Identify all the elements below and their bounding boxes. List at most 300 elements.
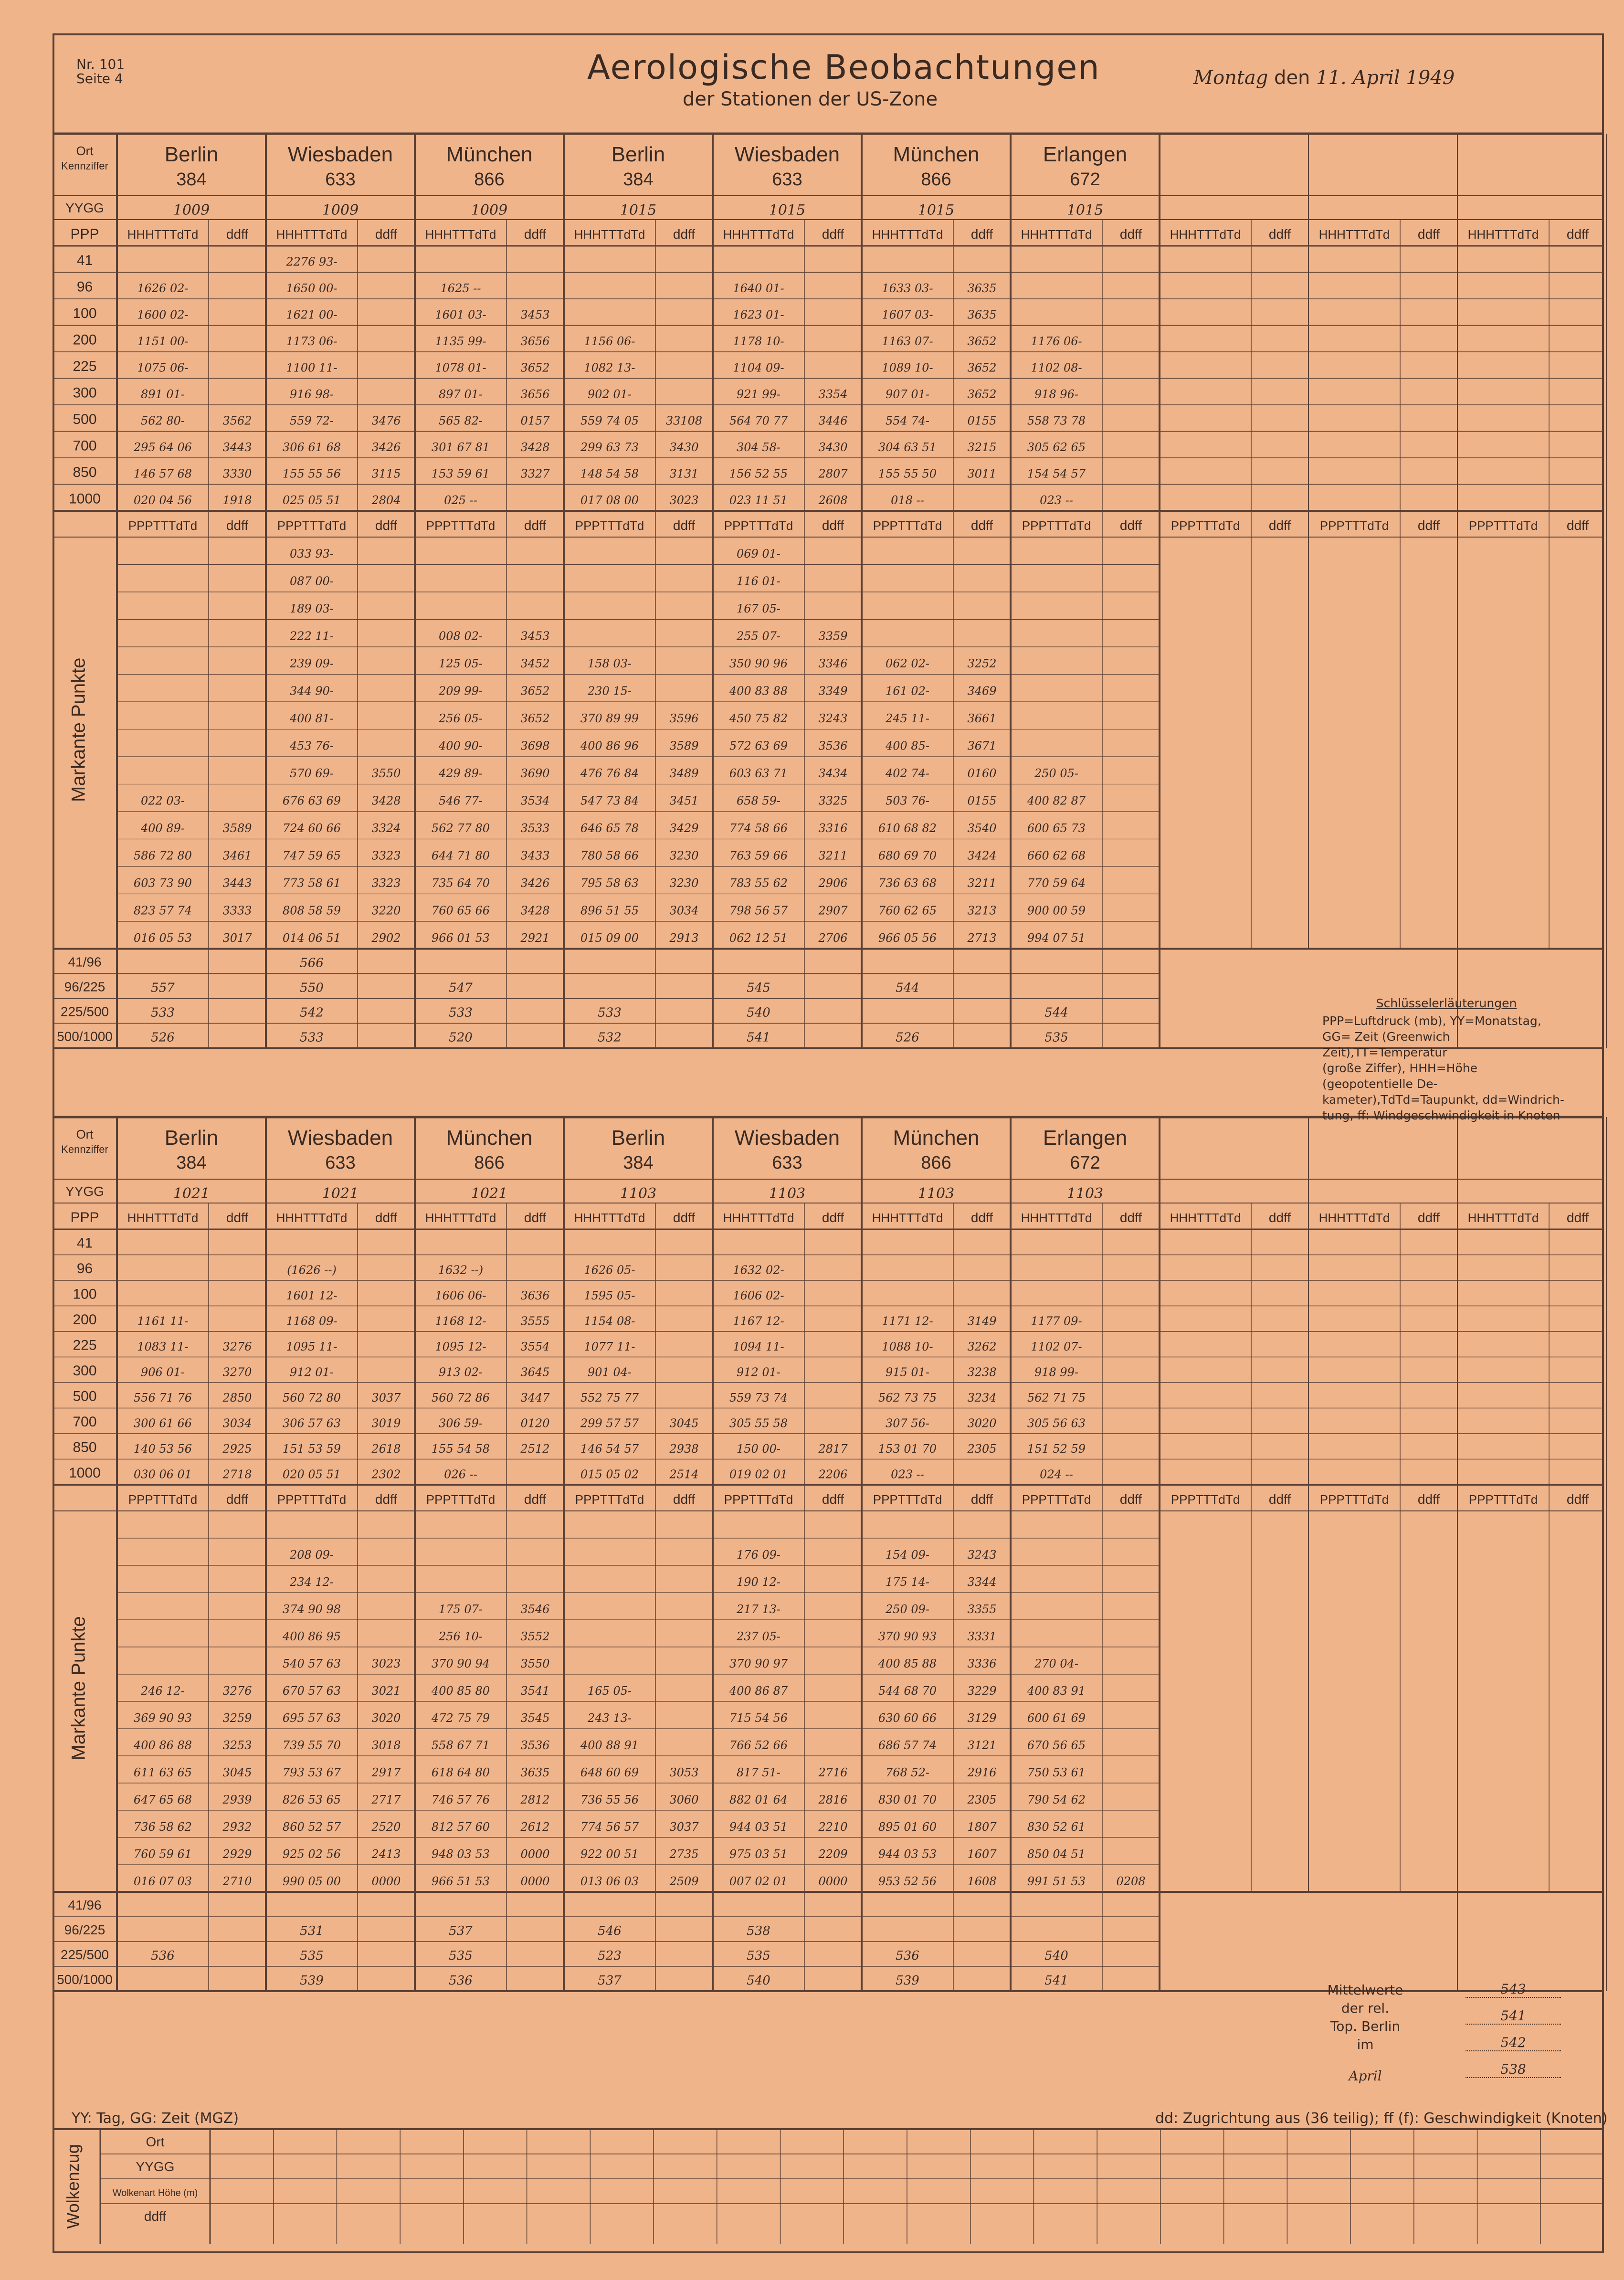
station-yygg: 1015 bbox=[620, 202, 657, 219]
level-value: 018 -- bbox=[891, 494, 924, 507]
markant-value: 270 04- bbox=[1034, 1657, 1079, 1670]
markant-value: 783 55 62 bbox=[729, 876, 788, 890]
markant-value: 476 76 84 bbox=[580, 767, 639, 781]
markant-value: 0000 bbox=[520, 1874, 550, 1888]
level-value: 146 57 68 bbox=[133, 467, 192, 481]
col-header-ddff: ddff bbox=[226, 1210, 249, 1225]
col-header-hhh: HHHTTTdTd bbox=[127, 227, 199, 242]
reltop-value: 544 bbox=[896, 981, 919, 995]
wolkenzug-row-label: Ort bbox=[146, 2134, 165, 2149]
col-header-ddff: ddff bbox=[1119, 518, 1142, 533]
level-value: 559 72- bbox=[289, 414, 334, 428]
level-label: 225 bbox=[73, 1337, 97, 1353]
markant-value: 3045 bbox=[222, 1765, 252, 1779]
col-header-ddff: ddff bbox=[524, 518, 547, 533]
markant-value: 3635 bbox=[520, 1765, 550, 1779]
level-value: 907 01- bbox=[885, 388, 930, 401]
level-value: 3034 bbox=[222, 1416, 252, 1430]
col-header-ddff: ddff bbox=[1417, 1492, 1440, 1507]
markant-value: 780 58 66 bbox=[580, 849, 639, 863]
level-value: 146 54 57 bbox=[580, 1442, 639, 1456]
markant-value: 190 12- bbox=[736, 1575, 781, 1589]
markant-value: 175 14- bbox=[885, 1575, 930, 1589]
level-value: 3430 bbox=[818, 441, 848, 454]
level-value: 3020 bbox=[967, 1416, 997, 1430]
markant-value: 2929 bbox=[222, 1847, 252, 1861]
markant-value: 3552 bbox=[520, 1629, 550, 1643]
col-header-ppp: PPPTTTdTd bbox=[873, 1492, 942, 1507]
reltop-value: 537 bbox=[598, 1974, 622, 1988]
markant-value: 208 09- bbox=[289, 1548, 334, 1562]
markant-value: 429 89- bbox=[438, 767, 483, 781]
reltop-value: 546 bbox=[598, 1924, 622, 1938]
col-header-ddff: ddff bbox=[524, 1210, 547, 1225]
level-label: 1000 bbox=[69, 1465, 101, 1481]
level-value: 1104 09- bbox=[733, 361, 784, 375]
level-value: 3262 bbox=[967, 1340, 997, 1354]
col-header-ppp: PPPTTTdTd bbox=[873, 518, 942, 533]
markant-value: 209 99- bbox=[438, 684, 483, 698]
col-header-hhh: HHHTTTdTd bbox=[425, 227, 496, 242]
markant-value: 370 90 93 bbox=[878, 1629, 937, 1643]
markant-value: 900 00 59 bbox=[1027, 904, 1086, 918]
markant-value: 3243 bbox=[967, 1548, 997, 1562]
level-value: 020 05 51 bbox=[282, 1467, 341, 1481]
col-header-hhh: HHHTTTdTd bbox=[1021, 227, 1092, 242]
markant-value: 374 90 98 bbox=[282, 1602, 341, 1616]
reltop-value: 526 bbox=[896, 1030, 919, 1045]
level-label: 1000 bbox=[69, 491, 101, 507]
markant-value: 1607 bbox=[967, 1847, 997, 1861]
markant-value: 3034 bbox=[669, 904, 699, 918]
level-label: 200 bbox=[73, 1312, 97, 1328]
level-value: 1168 12- bbox=[435, 1314, 486, 1328]
col-header-ppp: PPPTTTdTd bbox=[1468, 1492, 1538, 1507]
station-code: 384 bbox=[623, 169, 654, 190]
markant-value: 647 65 68 bbox=[133, 1793, 192, 1806]
station-name: Wiesbaden bbox=[734, 1126, 840, 1150]
col-header-ddff: ddff bbox=[1268, 1492, 1291, 1507]
markant-value: 830 01 70 bbox=[878, 1793, 937, 1806]
level-value: 2718 bbox=[222, 1467, 252, 1481]
level-value: 918 96- bbox=[1034, 388, 1079, 401]
level-value: 3023 bbox=[669, 494, 699, 507]
mean-value: 541 bbox=[1466, 2008, 1561, 2025]
markant-value: 3323 bbox=[371, 849, 401, 863]
col-header-hhh: HHHTTTdTd bbox=[872, 227, 943, 242]
markant-value: 3336 bbox=[967, 1657, 997, 1670]
markant-value: 2509 bbox=[669, 1874, 699, 1888]
level-value: 1095 11- bbox=[286, 1340, 337, 1354]
markant-value: 695 57 63 bbox=[282, 1711, 341, 1725]
footer-note-left: YY: Tag, GG: Zeit (MGZ) bbox=[72, 2110, 239, 2127]
col-header-ddff: ddff bbox=[1119, 227, 1142, 242]
markant-value: 154 09- bbox=[885, 1548, 930, 1562]
col-header-ppp: PPPTTTdTd bbox=[1022, 518, 1091, 533]
markant-value: 562 77 80 bbox=[431, 822, 490, 835]
level-label: 700 bbox=[73, 1414, 97, 1430]
markant-value: 013 06 03 bbox=[580, 1874, 639, 1888]
mean-values-month: April bbox=[1349, 2068, 1382, 2084]
markant-value: 2209 bbox=[818, 1847, 848, 1861]
markant-value: 3346 bbox=[818, 657, 848, 671]
markant-value: 3461 bbox=[222, 849, 252, 863]
markant-value: 2916 bbox=[967, 1765, 997, 1779]
level-value: 025 -- bbox=[444, 494, 477, 507]
label-yygg: YYGG bbox=[65, 201, 104, 215]
level-value: 3428 bbox=[520, 441, 550, 454]
reltop-value: 545 bbox=[747, 981, 770, 995]
markant-value: 3428 bbox=[520, 904, 550, 918]
station-code: 633 bbox=[772, 169, 802, 190]
markant-value: 766 52 66 bbox=[729, 1738, 788, 1752]
markant-value: 3316 bbox=[818, 822, 848, 835]
level-value: 565 82- bbox=[438, 414, 483, 428]
level-value: 151 52 59 bbox=[1027, 1442, 1086, 1456]
col-header-ppp: PPPTTTdTd bbox=[575, 518, 644, 533]
markant-value: 2907 bbox=[818, 904, 848, 918]
markant-value: 544 68 70 bbox=[878, 1684, 937, 1698]
station-yygg: 1009 bbox=[471, 202, 508, 219]
level-value: 3234 bbox=[967, 1391, 997, 1405]
markant-value: 925 02 56 bbox=[282, 1847, 341, 1861]
station-yygg: 1021 bbox=[322, 1185, 359, 1202]
reltop-value: 532 bbox=[598, 1030, 622, 1045]
station-code: 384 bbox=[176, 1153, 207, 1173]
station-yygg: 1009 bbox=[173, 202, 210, 219]
markant-value: 2921 bbox=[520, 931, 550, 945]
level-value: 1626 05- bbox=[584, 1263, 635, 1277]
markant-value: 2716 bbox=[818, 1765, 848, 1779]
markant-value: 3325 bbox=[818, 794, 848, 808]
markant-value: 3017 bbox=[222, 931, 252, 945]
reltop-label: 225/500 bbox=[60, 1004, 109, 1019]
level-value: 3656 bbox=[520, 388, 550, 401]
level-label: 100 bbox=[73, 1286, 97, 1302]
level-value: 1168 09- bbox=[286, 1314, 337, 1328]
level-value: 3354 bbox=[818, 388, 848, 401]
col-header-ddff: ddff bbox=[822, 1492, 844, 1507]
col-header-ddff: ddff bbox=[673, 518, 696, 533]
markant-value: 0000 bbox=[371, 1874, 401, 1888]
level-value: 897 01- bbox=[438, 388, 483, 401]
markant-value: 747 59 65 bbox=[282, 849, 341, 863]
markant-value: 3469 bbox=[967, 684, 997, 698]
level-value: 901 04- bbox=[587, 1365, 632, 1379]
markant-value: 790 54 62 bbox=[1027, 1793, 1086, 1806]
markant-value: 400 83 88 bbox=[729, 684, 788, 698]
markant-value: 763 59 66 bbox=[729, 849, 788, 863]
level-value: 1178 10- bbox=[733, 335, 784, 348]
col-header-ppp: PPPTTTdTd bbox=[426, 518, 496, 533]
col-header-hhh: HHHTTTdTd bbox=[1467, 1211, 1539, 1225]
level-value: 1077 11- bbox=[584, 1340, 635, 1354]
level-value: 1151 00- bbox=[137, 335, 189, 348]
markant-value: 3211 bbox=[818, 849, 848, 863]
markant-value: 250 05- bbox=[1034, 767, 1079, 781]
markant-value: 3453 bbox=[520, 629, 550, 643]
station-name: Wiesbaden bbox=[734, 143, 840, 166]
level-value: 3011 bbox=[967, 467, 997, 481]
markant-value: 3023 bbox=[371, 1657, 401, 1670]
col-header-ppp: PPPTTTdTd bbox=[1171, 1492, 1240, 1507]
markant-value: 2210 bbox=[818, 1820, 848, 1834]
col-header-hhh: HHHTTTdTd bbox=[723, 227, 794, 242]
station-code: 384 bbox=[176, 169, 207, 190]
col-header-ddff: ddff bbox=[1119, 1492, 1142, 1507]
level-value: 156 52 55 bbox=[729, 467, 788, 481]
markant-value: 966 01 53 bbox=[431, 931, 490, 945]
col-header-ddff: ddff bbox=[1268, 227, 1291, 242]
markant-value: 724 60 66 bbox=[282, 822, 341, 835]
markant-value: 3020 bbox=[371, 1711, 401, 1725]
markant-value: 630 60 66 bbox=[878, 1711, 937, 1725]
markant-value: 2717 bbox=[371, 1793, 401, 1806]
level-value: 1177 09- bbox=[1031, 1314, 1082, 1328]
level-value: 1078 01- bbox=[435, 361, 486, 375]
markant-value: 3211 bbox=[967, 876, 997, 890]
level-value: 2305 bbox=[967, 1442, 997, 1456]
label-ort: Ort bbox=[76, 144, 94, 158]
markant-value: 2906 bbox=[818, 876, 848, 890]
level-value: 3447 bbox=[520, 1391, 550, 1405]
level-value: 023 -- bbox=[1040, 494, 1073, 507]
col-header-hhh: HHHTTTdTd bbox=[1170, 227, 1241, 242]
col-header-hhh: HHHTTTdTd bbox=[1170, 1211, 1241, 1225]
level-value: 3238 bbox=[967, 1365, 997, 1379]
level-value: 3270 bbox=[222, 1365, 252, 1379]
level-value: 916 98- bbox=[289, 388, 334, 401]
markant-value: 2413 bbox=[371, 1847, 401, 1861]
markant-value: 3546 bbox=[520, 1602, 550, 1616]
level-value: 3019 bbox=[371, 1416, 401, 1430]
station-code: 384 bbox=[623, 1153, 654, 1173]
markant-value: 402 74- bbox=[885, 767, 930, 781]
station-yygg: 1015 bbox=[769, 202, 806, 219]
level-value: 2850 bbox=[222, 1391, 252, 1405]
markant-value: 125 05- bbox=[438, 657, 483, 671]
level-value: 1171 12- bbox=[882, 1314, 933, 1328]
markant-value: 966 05 56 bbox=[878, 931, 937, 945]
markant-value: 826 53 65 bbox=[282, 1793, 341, 1806]
markant-value: 015 09 00 bbox=[580, 931, 639, 945]
level-value: 1173 06- bbox=[286, 335, 337, 348]
markant-value: 3060 bbox=[669, 1793, 699, 1806]
level-value: 026 -- bbox=[444, 1467, 477, 1481]
col-header-ddff: ddff bbox=[1566, 518, 1589, 533]
station-name: München bbox=[893, 143, 980, 166]
station-code: 672 bbox=[1070, 169, 1100, 190]
reltop-value: 540 bbox=[747, 1974, 770, 1988]
level-value: 3555 bbox=[520, 1314, 550, 1328]
level-value: 300 61 66 bbox=[133, 1416, 192, 1430]
markant-value: 760 59 61 bbox=[133, 1847, 192, 1861]
level-value: 3636 bbox=[520, 1289, 550, 1303]
markant-value: 370 90 97 bbox=[729, 1657, 788, 1670]
col-header-hhh: HHHTTTdTd bbox=[872, 1211, 943, 1225]
weekday: Montag bbox=[1193, 67, 1268, 89]
level-value: 3443 bbox=[222, 441, 252, 454]
markant-value: 3426 bbox=[520, 876, 550, 890]
markant-value: 2939 bbox=[222, 1793, 252, 1806]
level-value: 0155 bbox=[967, 414, 997, 428]
markant-value: 3276 bbox=[222, 1684, 252, 1698]
reltop-value: 531 bbox=[300, 1924, 324, 1938]
level-label: 300 bbox=[73, 385, 97, 401]
markant-value: 3349 bbox=[818, 684, 848, 698]
level-value: 562 80- bbox=[140, 414, 185, 428]
reltop-value: 542 bbox=[300, 1005, 324, 1020]
station-code: 633 bbox=[325, 169, 356, 190]
markant-value: 243 13- bbox=[587, 1711, 632, 1725]
level-value: 1176 06- bbox=[1031, 335, 1082, 348]
markant-value: 3230 bbox=[669, 876, 699, 890]
markant-value: 812 57 60 bbox=[431, 1820, 490, 1834]
markant-value: 400 81- bbox=[289, 712, 334, 726]
reltop-value: 536 bbox=[896, 1949, 919, 1963]
markant-value: 2706 bbox=[818, 931, 848, 945]
col-header-ddff: ddff bbox=[1566, 1492, 1589, 1507]
markant-value: 610 68 82 bbox=[878, 822, 937, 835]
station-name: Berlin bbox=[164, 143, 219, 166]
level-value: 1095 12- bbox=[435, 1340, 486, 1354]
markant-value: 953 52 56 bbox=[878, 1874, 937, 1888]
reltop-value: 535 bbox=[449, 1949, 473, 1963]
level-label: 500 bbox=[73, 1388, 97, 1404]
station-code: 633 bbox=[325, 1153, 356, 1173]
col-header-ppp: PPPTTTdTd bbox=[724, 518, 793, 533]
col-header-ddff: ddff bbox=[1417, 518, 1440, 533]
markant-value: 234 12- bbox=[289, 1575, 334, 1589]
markant-value: 0000 bbox=[520, 1847, 550, 1861]
markant-value: 256 10- bbox=[438, 1629, 483, 1643]
markant-value: 546 77- bbox=[438, 794, 483, 808]
level-value: 305 62 65 bbox=[1027, 441, 1086, 454]
level-label: 700 bbox=[73, 438, 97, 454]
markant-value: 975 03 51 bbox=[729, 1847, 788, 1861]
markant-value: 3652 bbox=[520, 684, 550, 698]
col-header-ppp: PPPTTTdTd bbox=[1468, 518, 1538, 533]
col-header-ddff: ddff bbox=[1119, 1210, 1142, 1225]
markant-value: 558 67 71 bbox=[431, 1738, 490, 1752]
legend-title: Schlüsselerläuterungen bbox=[1376, 996, 1517, 1010]
markant-value: 750 53 61 bbox=[1027, 1765, 1086, 1779]
markant-value: 0000 bbox=[818, 1874, 848, 1888]
markant-value: 3540 bbox=[967, 822, 997, 835]
markant-value: 239 09- bbox=[289, 657, 334, 671]
markant-value: 350 90 96 bbox=[729, 657, 788, 671]
station-name: München bbox=[893, 1126, 980, 1150]
reltop-value: 535 bbox=[300, 1949, 324, 1963]
markant-value: 0155 bbox=[967, 794, 997, 808]
mean-value: 543 bbox=[1466, 1981, 1561, 1998]
markant-value: 3451 bbox=[669, 794, 699, 808]
level-value: 913 02- bbox=[438, 1365, 483, 1379]
markant-value: 600 61 69 bbox=[1027, 1711, 1086, 1725]
level-value: 1094 11- bbox=[733, 1340, 784, 1354]
reltop-value: 523 bbox=[598, 1949, 622, 1963]
markant-value: 3324 bbox=[371, 822, 401, 835]
level-value: 912 01- bbox=[736, 1365, 781, 1379]
markant-value: 660 62 68 bbox=[1027, 849, 1086, 863]
level-label: 96 bbox=[76, 1261, 93, 1277]
level-value: 1102 08- bbox=[1031, 361, 1082, 375]
level-value: 1621 00- bbox=[286, 308, 337, 322]
level-value: 902 01- bbox=[587, 388, 632, 401]
level-label: 500 bbox=[73, 411, 97, 427]
level-value: 1089 10- bbox=[882, 361, 933, 375]
col-header-ddff: ddff bbox=[970, 518, 993, 533]
level-value: 3645 bbox=[520, 1365, 550, 1379]
label-wolkenzug: Wolkenzug bbox=[63, 2144, 83, 2229]
markant-value: 3452 bbox=[520, 657, 550, 671]
level-value: 2608 bbox=[818, 494, 848, 507]
col-header-ddff: ddff bbox=[375, 518, 398, 533]
markant-value: 680 69 70 bbox=[878, 849, 937, 863]
col-header-ddff: ddff bbox=[822, 227, 844, 242]
col-header-ddff: ddff bbox=[226, 227, 249, 242]
markant-value: 3589 bbox=[669, 739, 699, 753]
col-header-ppp: PPPTTTdTd bbox=[575, 1492, 644, 1507]
level-value: 2512 bbox=[520, 1442, 550, 1456]
reltop-value: 547 bbox=[449, 981, 473, 995]
level-value: 155 55 50 bbox=[878, 467, 937, 481]
markant-value: 715 54 56 bbox=[729, 1711, 788, 1725]
markant-value: 3545 bbox=[520, 1711, 550, 1725]
level-value: 015 05 02 bbox=[580, 1467, 639, 1481]
markant-value: 016 07 03 bbox=[133, 1874, 192, 1888]
markant-value: 1807 bbox=[967, 1820, 997, 1834]
markant-value: 793 53 67 bbox=[282, 1765, 341, 1779]
reltop-value: 539 bbox=[300, 1974, 324, 1988]
reltop-value: 544 bbox=[1044, 1005, 1068, 1020]
markant-value: 3429 bbox=[669, 822, 699, 835]
level-value: 3430 bbox=[669, 441, 699, 454]
station-name: München bbox=[446, 1126, 533, 1150]
markant-value: 760 62 65 bbox=[878, 904, 937, 918]
markant-value: 896 51 55 bbox=[580, 904, 639, 918]
markant-value: 008 02- bbox=[438, 629, 483, 643]
markant-value: 3243 bbox=[818, 712, 848, 726]
level-value: 299 57 57 bbox=[580, 1416, 639, 1430]
col-header-ddff: ddff bbox=[1417, 1210, 1440, 1225]
col-header-ddff: ddff bbox=[970, 227, 993, 242]
markant-value: 400 85 88 bbox=[878, 1657, 937, 1670]
level-value: 560 72 80 bbox=[282, 1391, 341, 1405]
markant-value: 189 03- bbox=[289, 602, 334, 616]
col-header-ddff: ddff bbox=[1268, 518, 1291, 533]
markant-value: 400 85- bbox=[885, 739, 930, 753]
level-value: 1102 07- bbox=[1031, 1340, 1082, 1354]
markant-value: 3434 bbox=[818, 767, 848, 781]
markant-value: 016 05 53 bbox=[133, 931, 192, 945]
reltop-value: 520 bbox=[449, 1030, 473, 1045]
level-value: 1601 03- bbox=[435, 308, 486, 322]
markant-value: 670 56 65 bbox=[1027, 1738, 1086, 1752]
level-value: 150 00- bbox=[736, 1442, 781, 1456]
markant-value: 245 11- bbox=[885, 712, 930, 726]
level-value: 2302 bbox=[371, 1467, 401, 1481]
station-code: 866 bbox=[921, 1153, 951, 1173]
level-value: 3652 bbox=[520, 361, 550, 375]
markant-value: 658 59- bbox=[736, 794, 781, 808]
reltop-value: 536 bbox=[151, 1949, 175, 1963]
markant-value: 746 57 76 bbox=[431, 1793, 490, 1806]
reltop-value: 533 bbox=[598, 1005, 622, 1020]
markant-value: 007 02 01 bbox=[729, 1874, 788, 1888]
level-value: 1606 02- bbox=[733, 1289, 784, 1303]
station-name: Berlin bbox=[164, 1126, 219, 1150]
